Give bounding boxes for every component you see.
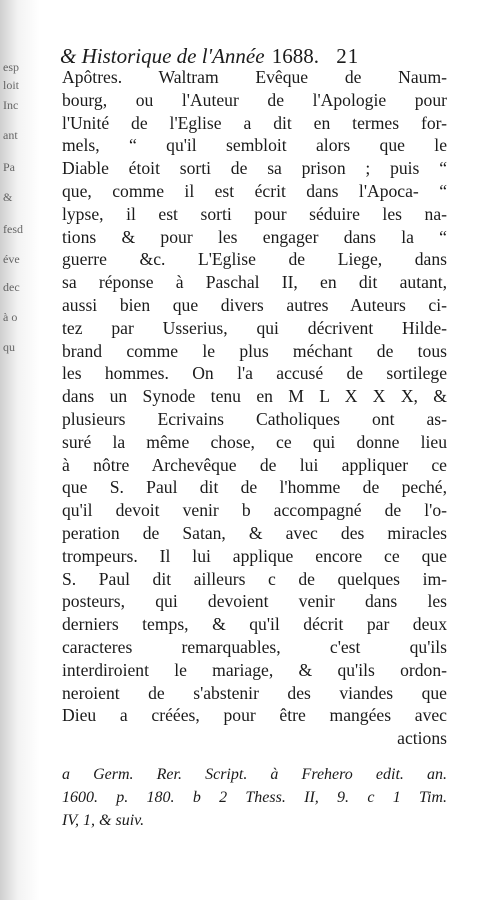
footnote-line: 1600. p. 180. b 2 Thess. II, 9. c 1 Tim.: [62, 789, 447, 806]
margin-fragment: dec: [3, 280, 20, 294]
footnotes: [62, 763, 447, 832]
text-line: bourg, ou l'Auteur de l'Apologie pour: [62, 89, 447, 110]
footnote-line: a Germ. Rer. Script. à Frehero edit. an.: [62, 766, 447, 783]
text-line: à nôtre Archevêque de lui appliquer ce: [62, 454, 447, 475]
body-text: [62, 66, 447, 750]
text-line: plusieurs Ecrivains Catholiques ont as-: [62, 408, 447, 429]
text-line: guerre &c. L'Eglise de Liege, dans: [62, 249, 447, 270]
text-line: que S. Paul dit de l'homme de peché,: [62, 477, 447, 498]
page-number: 21: [336, 44, 360, 68]
margin-fragment: &: [3, 190, 13, 204]
text-line: Dieu a créées, pour être mangées avec: [62, 705, 447, 726]
text-line: tez par Usserius, qui décrivent Hilde-: [62, 317, 447, 338]
text-line: sa réponse à Paschal II, en dit autant,: [62, 272, 447, 293]
margin-fragment: Pa: [3, 160, 15, 174]
text-line: suré la même chose, ce qui donne lieu: [62, 431, 447, 452]
text-line: neroient de s'abstenir des viandes que: [62, 682, 447, 703]
footnote-line: IV, 1, & suiv.: [62, 812, 145, 829]
header-title: & Historique de l'Année: [60, 44, 265, 68]
text-line: aussi bien que divers autres Auteurs ci-: [62, 294, 447, 315]
margin-fragment: loit: [3, 78, 20, 92]
text-line: interdiroient le mariage, & qu'ils ordon-: [62, 659, 447, 680]
margin-fragment: ant: [3, 128, 18, 142]
text-line: que, comme il est écrit dans l'Apoca- “: [62, 180, 447, 201]
text-line: Apôtres. Waltram Evêque de Naum-: [62, 67, 447, 87]
text-line: l'Unité de l'Eglise a dit en termes for-: [62, 112, 447, 133]
margin-fragment: éve: [3, 252, 20, 266]
header-year: 1688.: [271, 44, 320, 68]
text-line: S. Paul dit ailleurs c de quelques im-: [62, 568, 447, 589]
text-line: trompeurs. Il lui applique encore ce que: [62, 545, 447, 566]
text-line: caracteres remarquables, c'est qu'ils: [62, 636, 447, 657]
text-line: les hommes. On l'a accusé de sortilege: [62, 363, 447, 384]
text-line: mels, “ qu'il sembloit alors que le: [62, 135, 447, 156]
text-line: dans un Synode tenu en M L X X X, &: [62, 386, 447, 407]
text-line: posteurs, qui devoient venir dans les: [62, 591, 447, 612]
margin-fragment: à o: [3, 310, 18, 324]
text-line: derniers temps, & qu'il décrit par deux: [62, 614, 447, 635]
margin-fragment: Inc: [3, 98, 19, 112]
text-line: Diable étoit sorti de sa prison ; puis “: [62, 158, 447, 179]
text-line: lypse, il est sorti pour séduire les na-: [62, 203, 447, 224]
text-line: brand comme le plus méchant de tous: [62, 340, 447, 361]
text-line: actions: [397, 728, 447, 749]
text-line: qu'il devoit venir b accompagné de l'o-: [62, 500, 447, 521]
text-line: peration de Satan, & avec des miracles: [62, 522, 447, 543]
text-line: tions & pour les engager dans la “: [62, 226, 447, 247]
margin-fragment: fesd: [3, 222, 23, 236]
margin-fragment: qu: [3, 340, 15, 354]
margin-fragment: esp: [3, 60, 19, 74]
